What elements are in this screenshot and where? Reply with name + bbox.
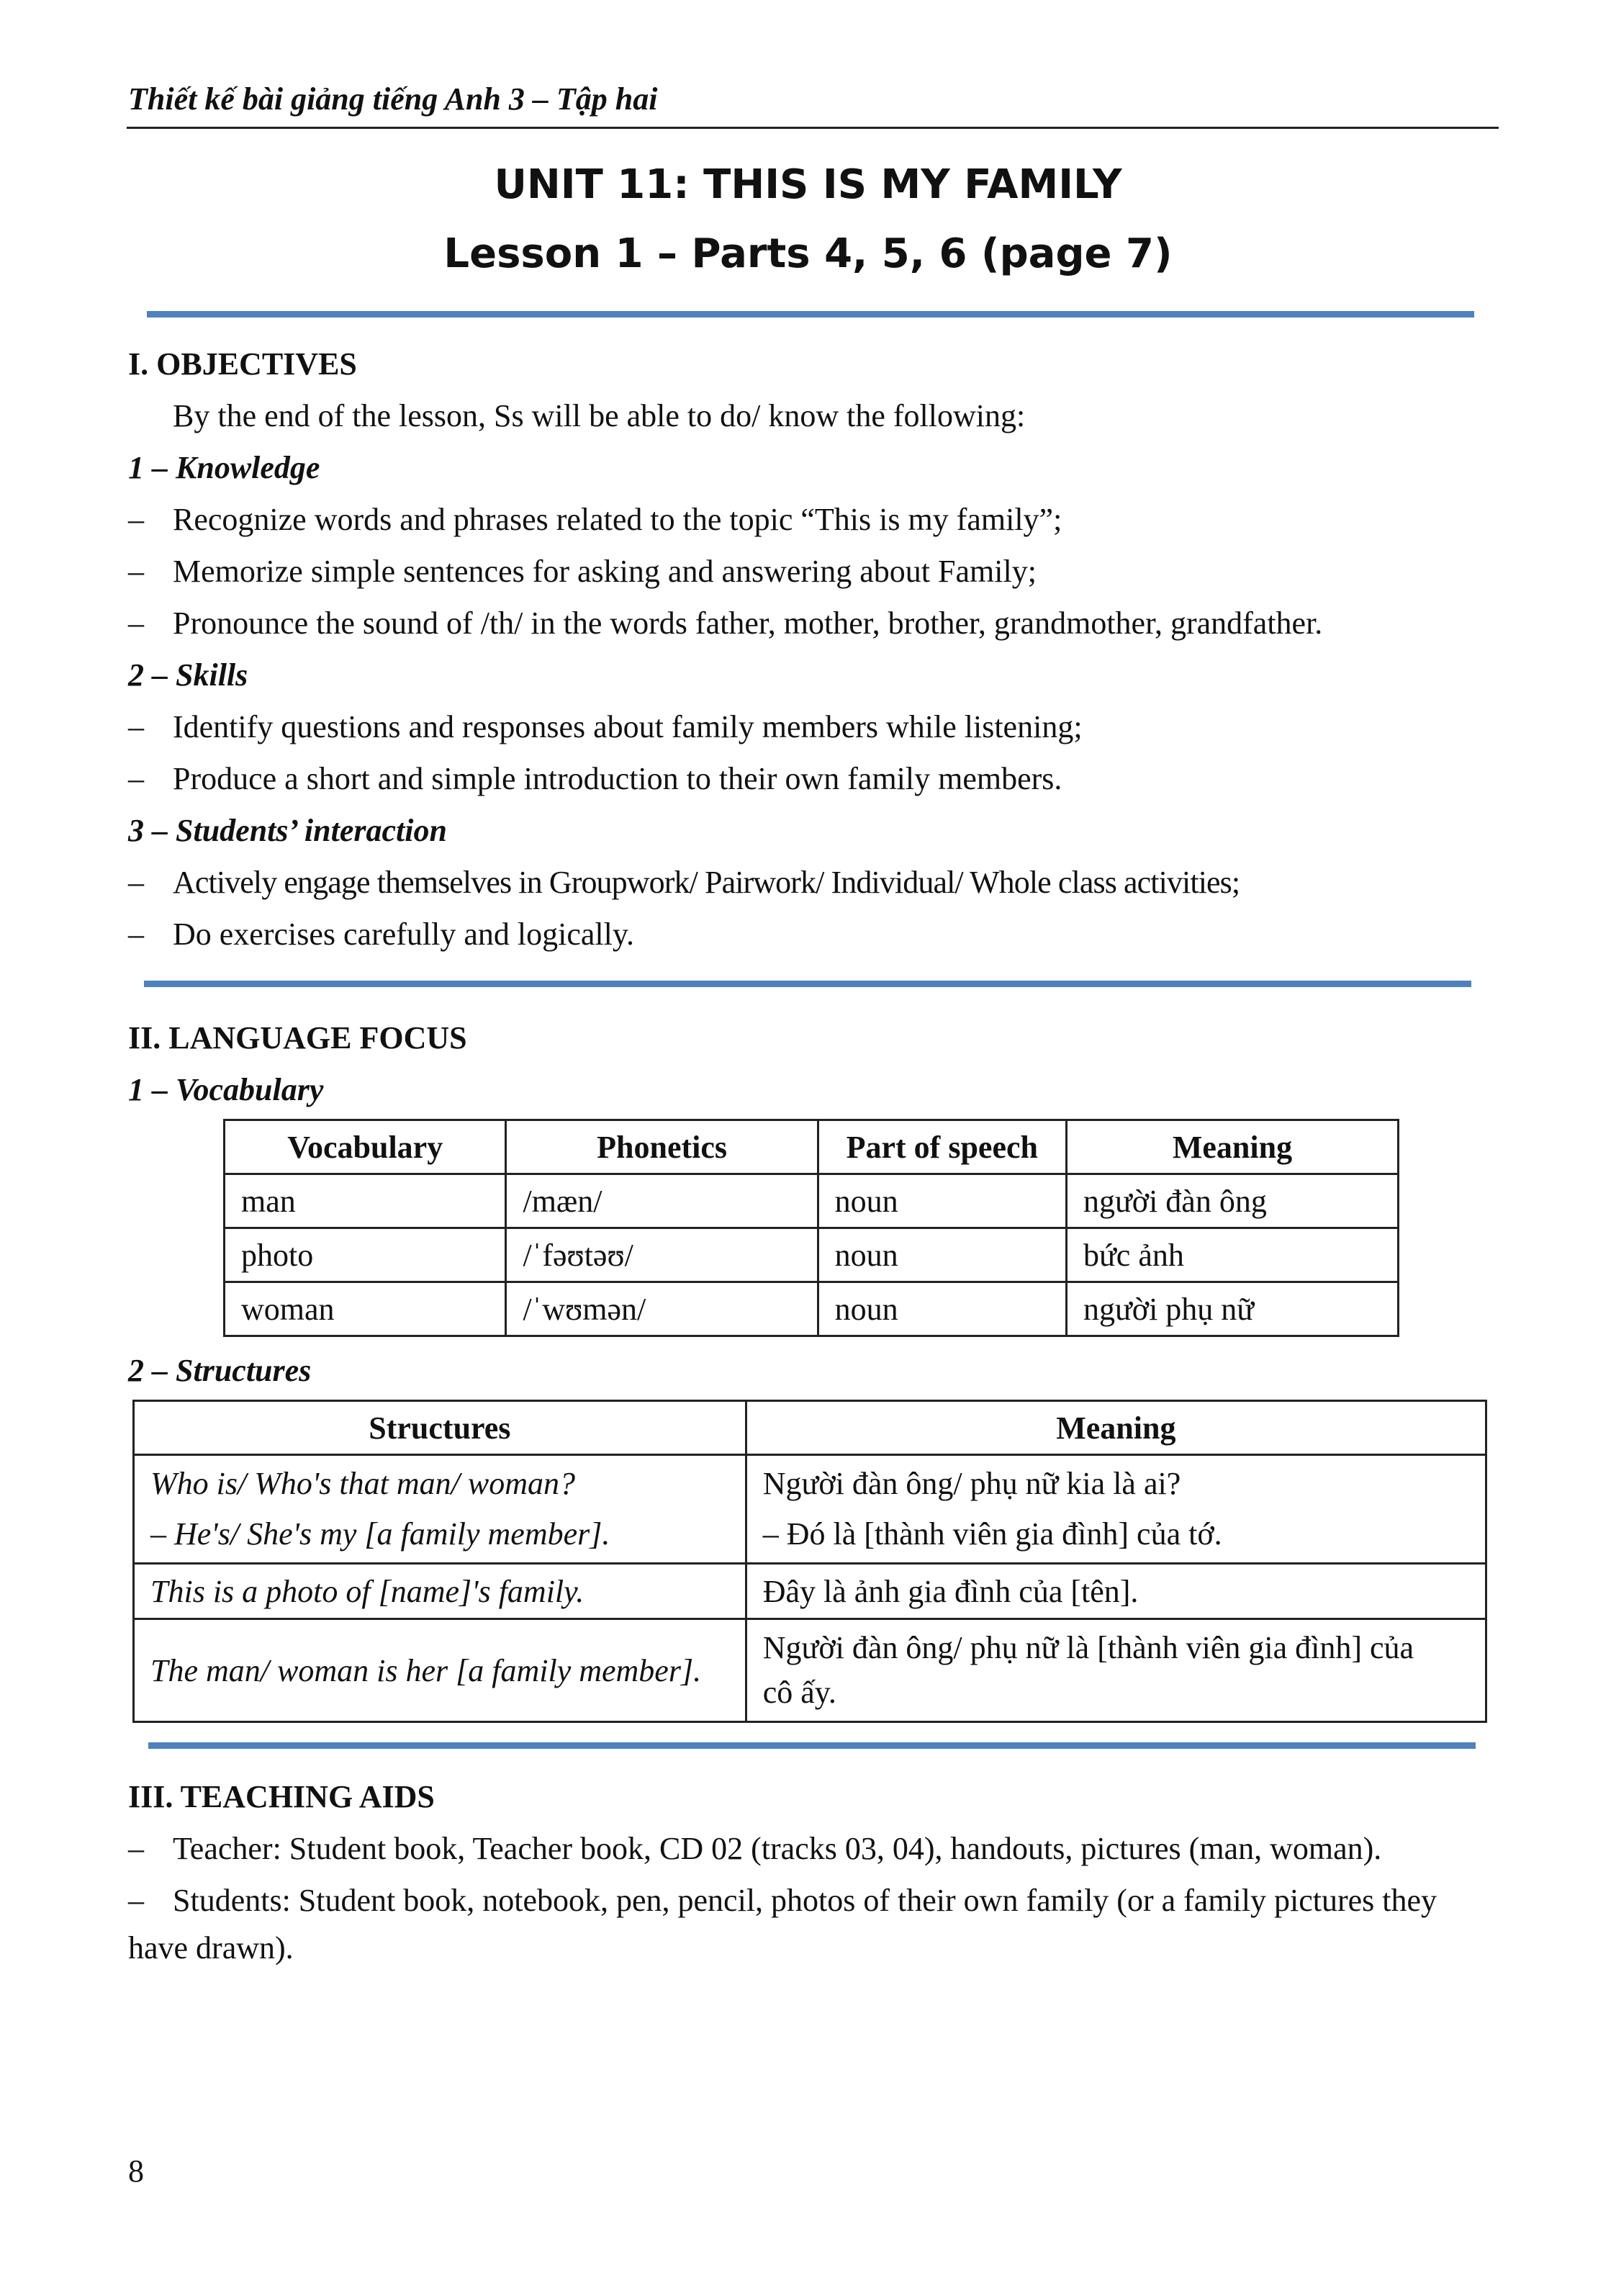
column-header: Structures — [134, 1401, 746, 1455]
unit-title: UNIT 11: THIS IS MY FAMILY — [494, 161, 1122, 208]
page-number: 8 — [128, 2153, 144, 2189]
table-cell: man — [225, 1174, 506, 1228]
section-divider — [148, 1742, 1476, 1749]
meaning-line: Người đàn ông/ phụ nữ là [thành viên gia đình] của — [762, 1630, 1414, 1665]
table-row — [225, 1228, 1399, 1282]
interaction-heading: 3 – Students’ interaction — [128, 813, 447, 848]
structure-cell: The man/ woman is her [a family member]. — [134, 1619, 746, 1722]
meaning-line: cô ấy. — [762, 1675, 836, 1710]
objectives-intro: By the end of the lesson, Ss will be able to do/ know the following: — [173, 398, 1026, 433]
column-header: Vocabulary — [225, 1120, 506, 1174]
table-cell: noun — [818, 1228, 1066, 1282]
running-head: Thiết kế bài giảng tiếng Anh 3 – Tập hai — [128, 81, 658, 117]
table-header-row — [134, 1401, 1486, 1455]
structure-line: Who is/ Who's that man/ woman? — [150, 1466, 575, 1501]
column-header: Part of speech — [818, 1120, 1066, 1174]
table-cell: photo — [225, 1228, 506, 1282]
meaning-cell: Đây là ảnh gia đình của [tên]. — [746, 1564, 1486, 1619]
lesson-title: Lesson 1 – Parts 4, 5, 6 (page 7) — [443, 230, 1173, 277]
table-cell: noun — [818, 1282, 1066, 1336]
table-header-row — [225, 1120, 1399, 1174]
table-row — [134, 1564, 1486, 1619]
vocabulary-table — [223, 1119, 1399, 1337]
table-cell: người phụ nữ — [1066, 1282, 1398, 1336]
table-cell: /ˈwʊmən/ — [506, 1282, 818, 1336]
structure-cell: This is a photo of [name]'s family. — [134, 1564, 746, 1619]
table-row — [225, 1174, 1399, 1228]
column-header: Meaning — [746, 1401, 1486, 1455]
meaning-cell — [746, 1455, 1486, 1564]
section-divider — [144, 981, 1471, 987]
header-rule — [127, 127, 1499, 129]
table-cell: noun — [818, 1174, 1066, 1228]
table-row — [134, 1619, 1486, 1722]
section-divider — [147, 311, 1474, 318]
table-row — [134, 1455, 1486, 1564]
structure-line: – He's/ She's my [a family member]. — [150, 1516, 610, 1552]
meaning-cell — [746, 1619, 1486, 1722]
structure-cell — [134, 1455, 746, 1564]
vocabulary-heading: 1 – Vocabulary — [128, 1072, 324, 1107]
objectives-heading: I. OBJECTIVES — [128, 346, 357, 382]
meaning-line: – Đó là [thành viên gia đình] của tớ. — [762, 1516, 1222, 1552]
structures-heading: 2 – Structures — [128, 1353, 312, 1388]
teaching-aids-heading: III. TEACHING AIDS — [128, 1779, 435, 1814]
structures-table — [132, 1400, 1487, 1723]
table-cell: woman — [225, 1282, 506, 1336]
column-header: Phonetics — [506, 1120, 818, 1174]
language-focus-heading: II. LANGUAGE FOCUS — [128, 1020, 467, 1055]
skills-heading: 2 – Skills — [128, 657, 248, 693]
table-cell: bức ảnh — [1066, 1228, 1398, 1282]
teaching-aid-continuation: have drawn). — [128, 1930, 294, 1966]
column-header: Meaning — [1066, 1120, 1398, 1174]
table-cell: /mæn/ — [506, 1174, 818, 1228]
knowledge-heading: 1 – Knowledge — [128, 450, 320, 485]
table-cell: /ˈfəʊtəʊ/ — [506, 1228, 818, 1282]
meaning-line: Người đàn ông/ phụ nữ kia là ai? — [762, 1466, 1181, 1501]
table-row — [225, 1282, 1399, 1336]
table-cell: người đàn ông — [1066, 1174, 1398, 1228]
